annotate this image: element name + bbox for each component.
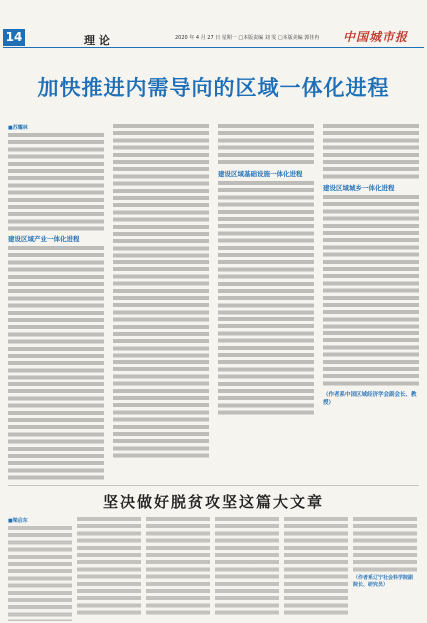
article-paragraph (323, 124, 419, 180)
commentary-column-3 (146, 517, 210, 621)
article-subhead-1: 建设区域产业一体化进程 (8, 235, 80, 243)
article-paragraph (218, 181, 314, 315)
article-column-2 (113, 124, 209, 482)
commentary-paragraph (77, 517, 141, 615)
masthead-logo: 中国城市报 (343, 30, 409, 44)
header-rule (3, 47, 424, 48)
main-headline: 加快推进内需导向的区域一体化进程 (37, 76, 390, 100)
commentary-column-6 (353, 517, 417, 621)
commentary-paragraph (8, 526, 72, 621)
article-subhead-2: 建设区域基础设施一体化进程 (218, 170, 303, 178)
article-column-4 (323, 124, 419, 482)
commentary-paragraph (284, 517, 348, 615)
article-paragraph (323, 195, 419, 329)
commentary-column-1 (8, 517, 72, 621)
commentary-column-5 (284, 517, 348, 621)
article-author-note: （作者系中国区域经济学会副会长、教授） (323, 392, 417, 406)
article-column-1 (8, 124, 104, 482)
commentary-column-4 (215, 517, 279, 621)
dateline: 2020 年 4 月 27 日 星期一 □本版责编 刘 雯 □本版美编 郭佳冉 (175, 35, 320, 41)
article-paragraph (8, 382, 104, 480)
article-paragraph (113, 260, 209, 358)
section-divider (8, 485, 419, 486)
page-header (0, 0, 427, 46)
commentary-column-2 (77, 517, 141, 621)
page-number: 14 (3, 29, 25, 46)
commentary-author-note: （作者系辽宁社会科学院副院长、研究员） (353, 575, 414, 588)
commentary-paragraph (146, 517, 210, 615)
article-paragraph (218, 317, 314, 415)
main-article (8, 124, 419, 482)
article-subhead-3: 建设区域城乡一体化进程 (323, 184, 395, 192)
commentary-headline: 坚决做好脱贫攻坚这篇大文章 (102, 493, 324, 511)
commentary-byline: ■梁启东 (8, 518, 28, 524)
commentary-paragraph (353, 517, 417, 573)
article-paragraph (8, 133, 104, 231)
article-paragraph (218, 124, 314, 166)
article-byline: ■苏耀林 (8, 125, 28, 131)
article-paragraph (113, 360, 209, 458)
article-paragraph (8, 246, 104, 380)
section-name: 理 论 (84, 34, 110, 47)
commentary-article (8, 517, 419, 621)
article-column-3 (218, 124, 314, 482)
article-paragraph (323, 331, 419, 387)
commentary-paragraph (215, 517, 279, 615)
article-paragraph (113, 124, 209, 258)
